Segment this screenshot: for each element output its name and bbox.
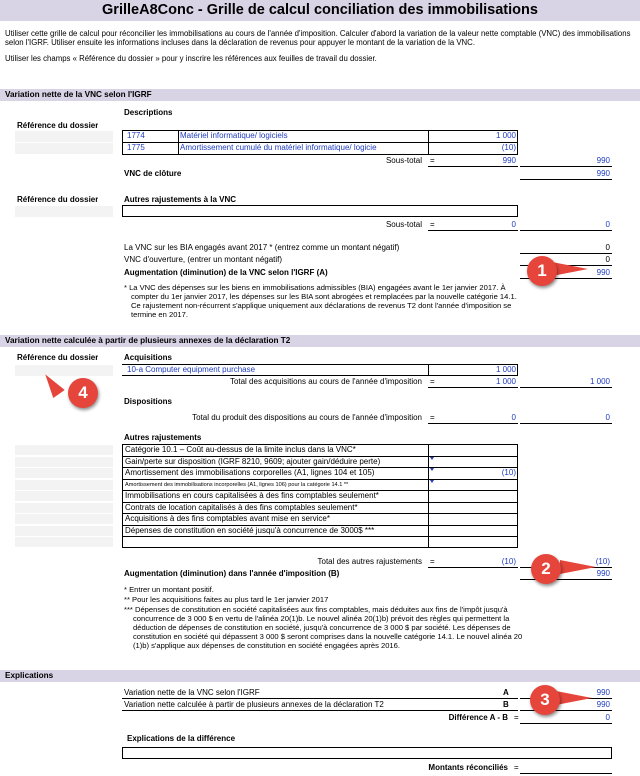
adjustment-amount[interactable] — [430, 514, 516, 524]
adjustment-description: Amortissement des immobilisations corporelles (A1, lignes 104 et 105) — [125, 468, 375, 477]
bia-footnote: * La VNC des dépenses sur les biens en immobilisations admissibles (BIA) engagées avant le 1er janvier 2017. À compter du 1er janvier 2017, les dépenses sur les BIA sont abrogées et remplacées par la nouvelle catégorie 14.1. Ce rajustement non-récurrent s'applique uniquement aux déclarations de revenus T2 dont l'année d'imposition se termine en 2017. — [124, 283, 517, 319]
adjustment-amount[interactable]: (10) — [501, 468, 516, 477]
adjustment-amount[interactable] — [430, 445, 516, 455]
intro-paragraph-2: Utiliser les champs « Référence du dossier » pour y inscrire les références aux feuilles de travail du dossier. — [5, 54, 377, 64]
adjustment-amount[interactable] — [430, 526, 516, 536]
section-header-explications: Explications — [0, 670, 640, 682]
account-description[interactable]: Amortissement cumulé du matériel informatique/ logicie — [180, 143, 377, 152]
row-b-letter: B — [503, 700, 509, 709]
annotation-badge-3: 3 — [530, 685, 560, 715]
adjustment-description: Amortissement des immobilisations incorporelles (A1, lignes 106) pour la catégorie 14.1 ** — [125, 481, 349, 488]
annotation-badge-2: 2 — [531, 554, 561, 584]
equals-sign: = — [430, 156, 435, 165]
dispositions-total-value: 0 — [511, 413, 516, 422]
section2-footnotes: * Entrer un montant positif. ** Pour les acquisitions faites au plus tard le 1er janvier 2017 *** Dépenses de constitution en société capitalisées aux fins comptables, mais déduites aux fins de l'impôt jusqu'à concurrence de 3 000 $ en vertu de l'alinéa 20(1)b. Le nouvel alinéa 20(1)b) prévoit des règles qui permettent la déduction de dépenses de constitution en société, jusqu'à concurrence de 3 000 $ par société. Les dépenses de constitution en société qui dépassent 3 000 $ seront comprises dans la nouvelle catégorie 14.1. Le nouvel alinéa 20 (1)b) s'applique aux dépenses de constitution en société engagées après 2016. — [124, 585, 523, 650]
difference-value: 0 — [605, 713, 610, 722]
reference-input[interactable] — [15, 365, 113, 376]
equals-sign: = — [514, 713, 519, 722]
row-b-label: Variation nette calculée à partir de plusieurs annexes de la déclaration T2 — [124, 700, 384, 709]
reference-input[interactable] — [15, 480, 113, 490]
dropdown-marker-icon[interactable] — [430, 480, 434, 483]
total-autres-label: Total des autres rajustements — [317, 557, 422, 566]
explication-input[interactable] — [122, 747, 612, 759]
reference-input[interactable] — [15, 468, 113, 478]
acquisitions-total-label: Total des acquisitions au cours de l'année d'imposition — [229, 377, 422, 386]
subtotal-value: 0 — [511, 220, 516, 229]
autres-rajustements-label: Autres rajustements — [124, 433, 202, 442]
bia-input[interactable]: 0 — [605, 243, 610, 252]
vnc-cloture-label: VNC de clôture — [124, 169, 182, 178]
augmentation-b-label: Augmentation (diminution) dans l'année d'imposition (B) — [124, 569, 340, 578]
dispositions-total-carry: 0 — [605, 413, 610, 422]
reference-dossier-label: Référence du dossier — [17, 121, 99, 130]
explications-difference-label: Explications de la différence — [127, 734, 236, 743]
intro-paragraph-1: Utiliser cette grille de calcul pour réconcilier les immobilisations au cours de l'année d'imposition. Calculer d'abord la variation de la valeur nette comptable (VNC) des immobilisations selon l'IGRF. Utiliser ensuite les informations incluses dans la déclaration de revenus pour appuyer le montant de la variation de la VNC. — [5, 29, 631, 48]
adjustment-description: Contrats de location capitalisés à des fins comptables seulement* — [125, 502, 358, 512]
dropdown-marker-icon[interactable] — [430, 468, 434, 471]
reference-input[interactable] — [15, 537, 113, 547]
dispositions-total-label: Total du produit des dispositions au cours de l'année d'imposition — [192, 413, 422, 422]
account-amount[interactable]: (10) — [501, 143, 516, 152]
equals-sign: = — [514, 763, 519, 772]
bia-label: La VNC sur les BIA engagés avant 2017 * (entrez comme un montant négatif) — [124, 243, 400, 252]
montants-reconcilies-label: Montants réconciliés — [428, 763, 508, 772]
vnc-cloture-value: 990 — [596, 169, 610, 178]
annotation-badge-4: 4 — [68, 378, 98, 408]
row-a-value: 990 — [596, 688, 610, 697]
annotation-badge-1: 1 — [527, 256, 557, 286]
equals-sign: = — [430, 377, 435, 386]
augmentation-a-value: 990 — [596, 268, 610, 277]
intro-text — [5, 29, 637, 71]
acquisition-description[interactable]: 10-a Computer equipment purchase — [127, 365, 256, 374]
subtotal-label: Sous-total — [385, 220, 422, 229]
subtotal-value: 990 — [502, 156, 516, 165]
reference-input[interactable] — [15, 143, 113, 154]
reference-dossier-label-2: Référence du dossier — [17, 195, 99, 204]
dispositions-label: Dispositions — [124, 397, 173, 406]
row-b-value: 990 — [596, 700, 610, 709]
adjustment-description: Acquisitions à des fins comptables avant mise en service* — [125, 514, 330, 523]
subtotal-carry-value: 0 — [605, 220, 610, 229]
acquisitions-total-value: 1 000 — [495, 377, 516, 386]
adjustment-description: Dépenses de constitution en société jusqu'à concurrence de 3000$ *** — [125, 525, 375, 535]
descriptions-label: Descriptions — [124, 108, 173, 117]
acquisitions-total-carry: 1 000 — [589, 377, 610, 386]
ouverture-value[interactable]: 0 — [605, 255, 610, 264]
row-a-label: Variation nette de la VNC selon l'IGRF — [124, 688, 260, 697]
account-amount[interactable]: 1 000 — [495, 131, 516, 140]
reference-input[interactable] — [15, 503, 113, 513]
reference-input[interactable] — [15, 514, 113, 524]
reference-input[interactable] — [15, 445, 113, 455]
adjustment-amount[interactable] — [430, 457, 516, 467]
subtotal-label: Sous-total — [385, 156, 422, 165]
total-autres-carry: (10) — [595, 557, 610, 566]
adjustment-description: Immobilisations en cours capitalisées à des fins comptables seulement* — [125, 491, 379, 500]
section-header-vnc-igrf: Variation nette de la VNC selon l'IGRF — [0, 89, 640, 101]
dropdown-marker-icon[interactable] — [430, 457, 434, 460]
adjustment-amount[interactable] — [430, 503, 516, 513]
reference-input[interactable] — [15, 131, 113, 142]
reference-dossier-label-3: Référence du dossier — [17, 353, 99, 362]
adjustment-amount[interactable] — [430, 491, 516, 501]
augmentation-a-label: Augmentation (diminution) de la VNC selon l'IGRF (A) — [124, 268, 328, 277]
equals-sign: = — [430, 413, 435, 422]
subtotal-carry-value: 990 — [596, 156, 610, 165]
total-autres-value: (10) — [501, 557, 516, 566]
autres-rajustements-vnc-label: Autres rajustements à la VNC — [124, 195, 237, 204]
row-a-letter: A — [503, 688, 509, 697]
adjustment-description: Gain/perte sur disposition (IGRF 8210, 9609; ajouter gain/déduire perte) — [125, 456, 381, 466]
adjustment-amount[interactable] — [430, 480, 516, 490]
equals-sign: = — [430, 220, 435, 229]
page-title: GrilleA8Conc - Grille de calcul conciliation des immobilisations — [0, 0, 640, 21]
account-description[interactable]: Matériel informatique/ logiciels — [180, 131, 288, 140]
equals-sign: = — [430, 557, 435, 566]
reference-input[interactable] — [15, 457, 113, 467]
section-header-annexes-t2: Variation nette calculée à partir de plusieurs annexes de la déclaration T2 — [0, 335, 640, 347]
acquisition-amount[interactable]: 1 000 — [495, 365, 516, 374]
augmentation-b-value: 990 — [596, 569, 610, 578]
autres-rajustements-input[interactable] — [122, 205, 518, 217]
reference-input[interactable] — [15, 491, 113, 501]
acquisitions-label: Acquisitions — [124, 353, 173, 362]
difference-label: Différence A - B — [448, 713, 508, 722]
account-code[interactable]: 1774 — [127, 131, 145, 140]
account-code[interactable]: 1775 — [127, 143, 145, 152]
ouverture-label: VNC d'ouverture, (entrer un montant négatif) — [124, 255, 283, 264]
reference-input[interactable] — [15, 206, 113, 217]
adjustment-description: Catégorie 10.1 – Coût au-dessus de la limite inclus dans la VNC* — [125, 445, 356, 454]
reference-input[interactable] — [15, 526, 113, 536]
